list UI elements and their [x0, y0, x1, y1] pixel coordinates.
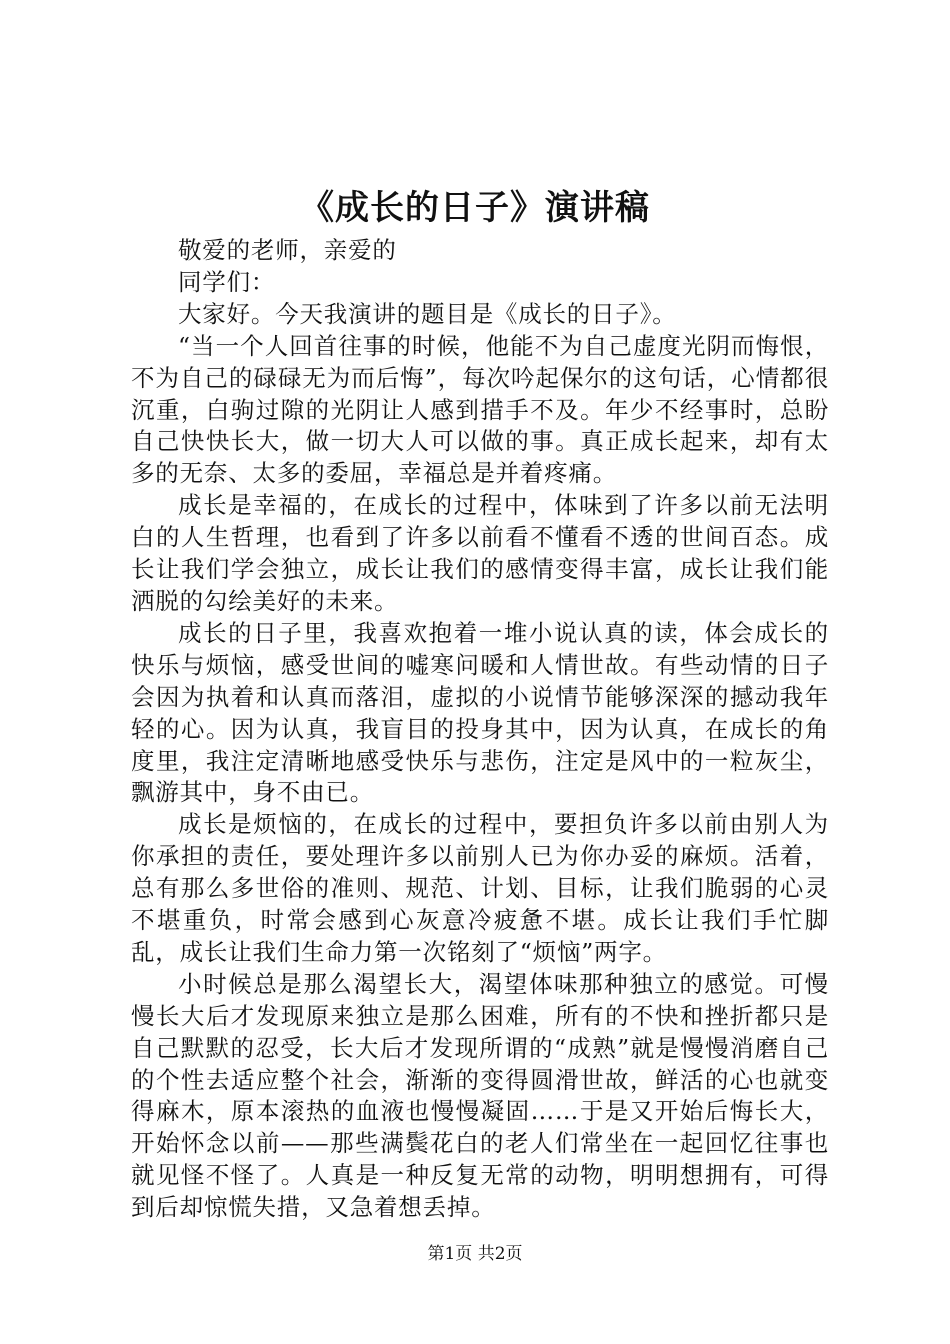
paragraph: 成长是幸福的，在成长的过程中，体味到了许多以前无法明白的人生哲理，也看到了许多以前看不懂看不透的世间百态。成长让我们学会独立，成长让我们的感情变得丰富，成长让我们能洒脱的勾绘美好的未来。: [131, 491, 829, 615]
paragraph: “当一个人回首往事的时候，他能不为自己虚度光阴而悔恨，不为自己的碌碌无为而后悔”，每次吟起保尔的这句话，心情都很沉重，白驹过隙的光阴让人感到措手不及。年少不经事时，总盼自己快快长大，做一切大人可以做的事。真正成长起来，却有太多的无奈、太多的委屈，幸福总是并着疼痛。: [131, 331, 829, 488]
salutation-line-2: 同学们：: [178, 267, 276, 296]
paragraph: 小时候总是那么渴望长大，渴望体味那种独立的感觉。可慢慢长大后才发现原来独立是那么困难，所有的不快和挫折都只是自己默默的忍受，长大后才发现所谓的“成熟”就是慢慢消磨自己的个性去适应整个社会，渐渐的变得圆滑世故，鲜活的心也就变得麻木，原本滚热的血液也慢慢凝固……于是又开始后悔长大，开始怀念以前——那些满鬓花白的老人们常坐在一起回忆往事也就见怪不怪了。人真是一种反复无常的动物，明明想拥有，可得到后却惊慌失措，又急着想丢掉。: [131, 969, 829, 1222]
document-title: 《成长的日子》演讲稿: [300, 188, 650, 228]
paragraph: 成长是烦恼的，在成长的过程中，要担负许多以前由别人为你承担的责任，要处理许多以前别人已为你办妥的麻烦。活着，总有那么多世俗的准则、规范、计划、目标，让我们脆弱的心灵不堪重负，时常会感到心灰意冷疲惫不堪。成长让我们手忙脚乱，成长让我们生命力第一次铭刻了“烦恼”两字。: [131, 810, 829, 966]
paragraph: 大家好。今天我演讲的题目是《成长的日子》。: [178, 299, 677, 328]
document-body: [131, 235, 829, 1224]
paragraph: 成长的日子里，我喜欢抱着一堆小说认真的读，体会成长的快乐与烦恼，感受世间的嘘寒问暖和人情世故。有些动情的日子会因为执着和认真而落泪，虚拟的小说情节能够深深的撼动我年轻的心。因为认真，我盲目的投身其中，因为认真，在成长的角度里，我注定清晰地感受快乐与悲伤，注定是风中的一粒灰尘，飘游其中，身不由已。: [131, 618, 829, 807]
salutation-line-1: 敬爱的老师，亲爱的: [178, 236, 397, 264]
page-number: 第1页 共2页: [427, 1244, 523, 1264]
